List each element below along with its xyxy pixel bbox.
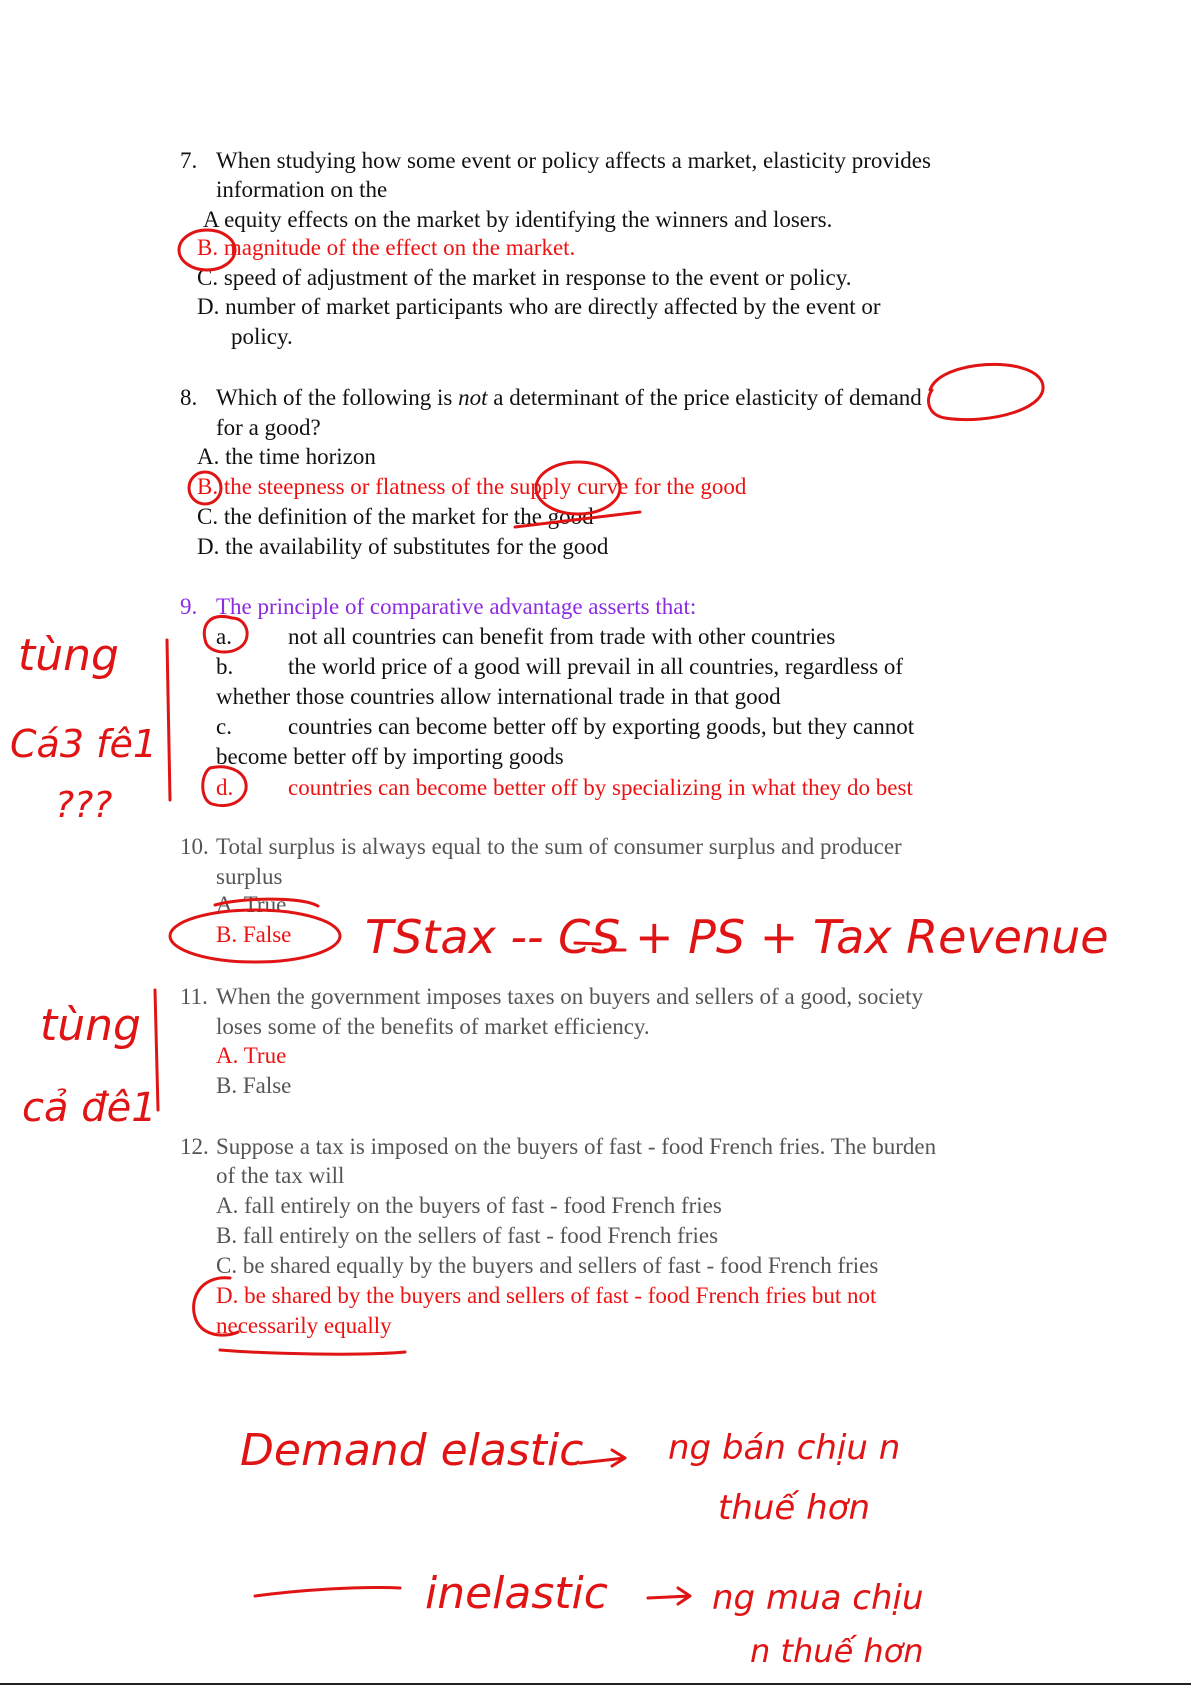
option-a: A. fall entirely on the buyers of fast - food French fries bbox=[216, 1193, 722, 1218]
question-number: 10. bbox=[180, 834, 209, 859]
arrow-icon bbox=[648, 1588, 690, 1604]
option-d-correct: countries can become better off by specializing in what they do best bbox=[288, 775, 913, 800]
word-circle-demand bbox=[928, 364, 1043, 419]
option-c-letter: c. bbox=[216, 714, 232, 739]
option-b-continued: whether those countries allow international trade in that good bbox=[216, 684, 781, 709]
question-stem-continued: of the tax will bbox=[216, 1163, 345, 1188]
option-b: B. False bbox=[216, 1073, 292, 1098]
arrow-icon bbox=[580, 1450, 625, 1466]
question-number: 11. bbox=[180, 984, 208, 1009]
underline bbox=[220, 1350, 405, 1354]
option-d-letter: d. bbox=[216, 775, 234, 800]
bracket-line bbox=[167, 640, 170, 800]
handwritten-note: tùng bbox=[18, 630, 119, 681]
handwritten-note: inelastic bbox=[425, 1568, 608, 1619]
option-d-continued: necessarily equally bbox=[216, 1313, 392, 1338]
stem-text: a determinant of the price elasticity of demand bbox=[487, 385, 922, 410]
question-stem-continued: surplus bbox=[216, 864, 283, 889]
option-b-letter: b. bbox=[216, 654, 234, 679]
question-stem-continued: information on the bbox=[216, 177, 388, 202]
option-a-correct: A. True bbox=[216, 1043, 287, 1068]
question-number: 7. bbox=[180, 148, 198, 173]
question-stem: Suppose a tax is imposed on the buyers of fast - food French fries. The burden bbox=[216, 1134, 937, 1159]
option-b: B. fall entirely on the sellers of fast - food French fries bbox=[216, 1223, 719, 1248]
option-a: A. the time horizon bbox=[197, 444, 376, 469]
handwritten-note: Cá3 fê1 bbox=[10, 722, 158, 766]
option-a: A. True bbox=[216, 892, 287, 917]
option-a: not all countries can benefit from trade with other countries bbox=[288, 624, 836, 649]
option-d-continued: policy. bbox=[231, 324, 293, 349]
question-stem: When the government imposes taxes on buyers and sellers of a good, society bbox=[216, 984, 924, 1009]
question-number: 8. bbox=[180, 385, 198, 410]
question-stem: When studying how some event or policy affects a market, elasticity provides bbox=[216, 148, 931, 173]
stem-text: Which of the following is bbox=[216, 385, 459, 410]
option-b-selected: B. False bbox=[216, 922, 292, 947]
dash-line bbox=[255, 1587, 400, 1596]
option-b-correct: B. magnitude of the effect on the market. bbox=[197, 235, 576, 260]
option-c: countries can become better off by exporting goods, but they cannot bbox=[288, 714, 915, 739]
question-number: 9. bbox=[180, 594, 198, 619]
handwritten-note: thuế hơn bbox=[718, 1488, 871, 1528]
handwritten-note: ng bán chịu n bbox=[668, 1428, 901, 1468]
question-stem: Total surplus is always equal to the sum of consumer surplus and producer bbox=[216, 834, 902, 859]
handwritten-note: ??? bbox=[55, 785, 113, 826]
option-c-continued: become better off by importing goods bbox=[216, 744, 564, 769]
question-stem: The principle of comparative advantage asserts that: bbox=[216, 594, 697, 619]
option-d: D. number of market participants who are directly affected by the event or bbox=[197, 294, 881, 319]
option-b-correct: B. the steepness or flatness of the supply curve for the good bbox=[197, 474, 747, 499]
option-a-letter: a. bbox=[216, 624, 232, 649]
option-c: C. be shared equally by the buyers and sellers of fast - food French fries bbox=[216, 1253, 879, 1278]
handwritten-note: cả đê1 bbox=[22, 1085, 157, 1131]
handwritten-note: n thuế hơn bbox=[750, 1632, 924, 1670]
question-stem-continued: for a good? bbox=[216, 415, 321, 440]
stem-emphasis: not bbox=[458, 385, 488, 410]
option-d-correct: D. be shared by the buyers and sellers of fast - food French fries but not bbox=[216, 1283, 877, 1308]
option-d: D. the availability of substitutes for the good bbox=[197, 534, 609, 559]
handwritten-note: tùng bbox=[40, 1000, 141, 1051]
option-c: C. speed of adjustment of the market in response to the event or policy. bbox=[197, 265, 852, 290]
option-b: the world price of a good will prevail in all countries, regardless of bbox=[288, 654, 904, 679]
option-c: C. the definition of the market for the good bbox=[197, 504, 594, 529]
question-number: 12. bbox=[180, 1134, 209, 1159]
option-a: A equity effects on the market by identifying the winners and losers. bbox=[203, 207, 833, 232]
handwritten-formula: TStax -- CS + PS + Tax Revenue bbox=[365, 910, 1109, 964]
question-stem bbox=[216, 384, 922, 412]
handwritten-note: ng mua chịu bbox=[712, 1578, 924, 1618]
handwritten-note: Demand elastic bbox=[240, 1425, 584, 1476]
question-stem-continued: loses some of the benefits of market efficiency. bbox=[216, 1014, 650, 1039]
